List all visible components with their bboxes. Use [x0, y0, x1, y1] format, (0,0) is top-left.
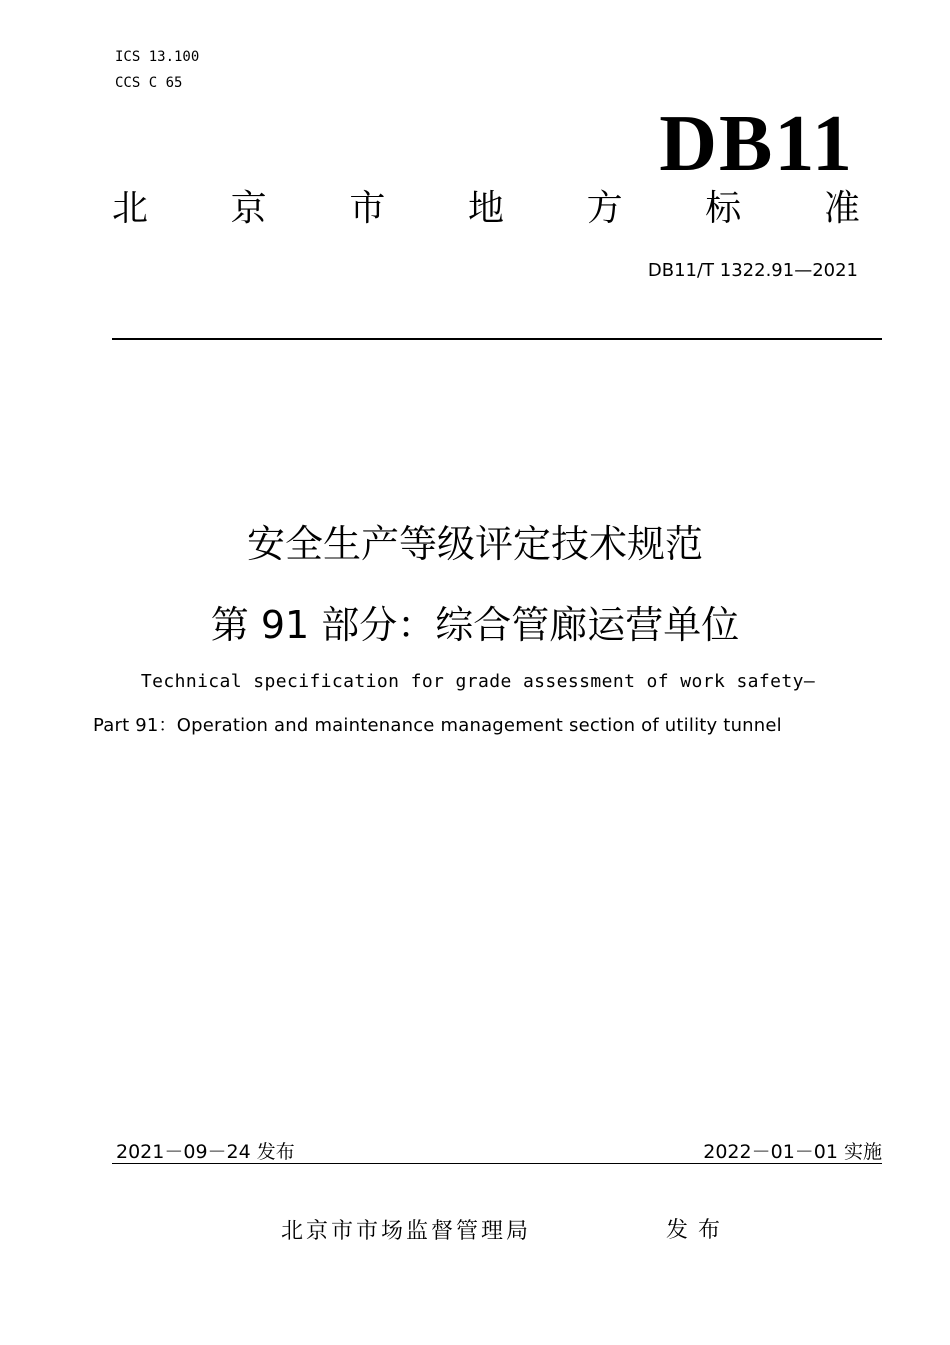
ics-code: ICS 13.100 — [115, 49, 200, 65]
standard-type-char: 准 — [823, 188, 860, 229]
ccs-code: CCS C 65 — [115, 75, 183, 91]
standard-type-char: 京 — [230, 188, 267, 229]
issue-date: 2021－09－24 发布 — [116, 1141, 295, 1163]
implementation-date: 2022－01－01 实施 — [703, 1141, 882, 1163]
standard-type-heading — [112, 188, 860, 230]
footer-divider — [112, 1163, 882, 1164]
publisher-name: 北京市市场监督管理局 — [281, 1219, 532, 1244]
standard-type-char: 地 — [467, 188, 504, 229]
title-english-main: Technical specification for grade assessment of work safety— — [140, 671, 816, 692]
title-english-part: Part 91：Operation and maintenance management section of utility tunnel — [93, 715, 782, 736]
standard-type-char: 标 — [705, 188, 742, 229]
standard-type-char: 北 — [112, 188, 149, 229]
standard-type-char: 市 — [349, 188, 386, 229]
standard-number: DB11/T 1322.91—2021 — [647, 260, 858, 281]
publish-label: 发布 — [666, 1218, 731, 1243]
standard-type-char: 方 — [586, 188, 623, 229]
db11-logo: DB11 — [659, 100, 854, 188]
title-chinese-main: 安全生产等级评定技术规范 — [246, 522, 703, 566]
title-chinese-part: 第 91 部分：综合管廊运营单位 — [210, 603, 740, 647]
header-divider — [112, 338, 882, 340]
